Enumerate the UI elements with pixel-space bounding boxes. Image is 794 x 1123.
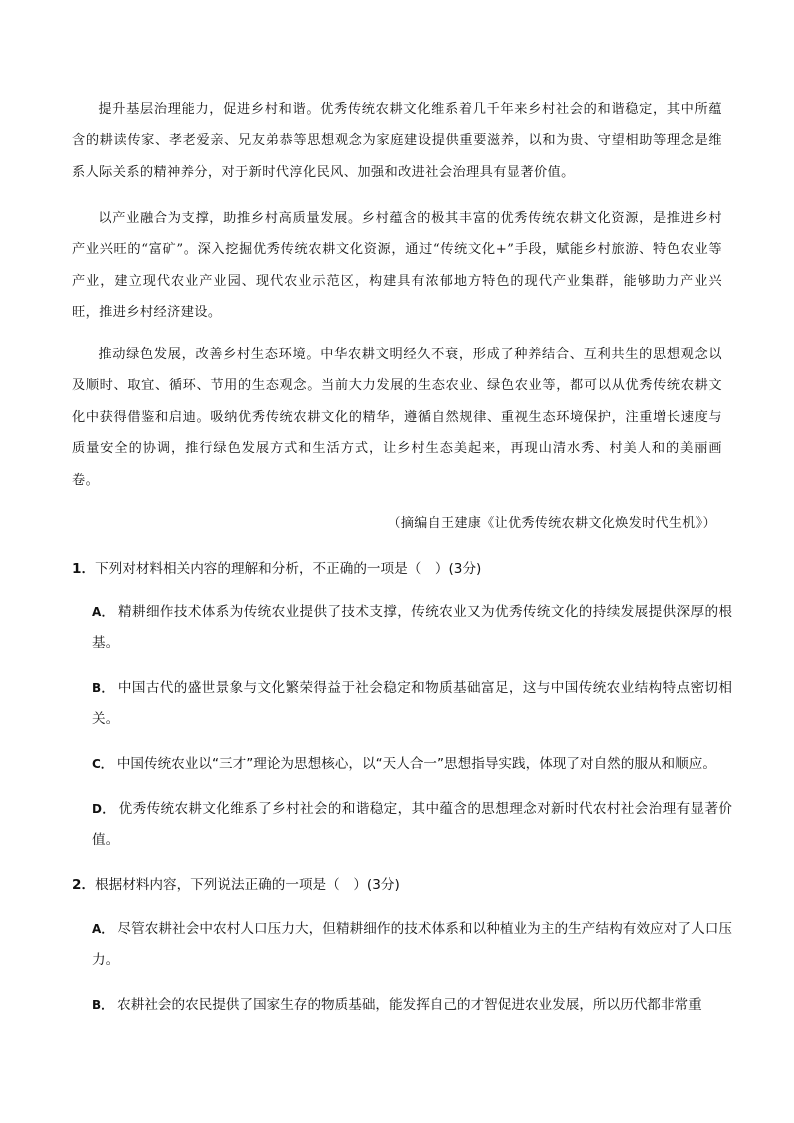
passage-paragraph-2: 以产业融合为支撑，助推乡村高质量发展。乡村蕴含的极其丰富的优秀传统农耕文化资源，是推进乡村产业兴旺的“富矿”。深入挖掘优秀传统农耕文化资源，通过“传统文化+”手段，赋能乡村旅游、特色农业等产业，建立现代农业产业园、现代农业示范区，构建具有浓郁地方特色的现代产业集群，能够助力产业兴旺，推进乡村经济建设。: [72, 211, 722, 321]
passage-paragraph-1: 提升基层治理能力，促进乡村和谐。优秀传统农耕文化维系着几千年来乡村社会的和谐稳定，其中所蕴含的耕读传家、孝老爱亲、兄友弟恭等思想观念为家庭建设提供重要滋养，以和为贵、守望相助等理念是维系人际关系的精神养分，对于新时代淳化民风、加强和改进社会治理具有显著价值。: [72, 102, 722, 180]
option-letter: D．: [92, 802, 115, 816]
question-stem: 根据材料内容，下列说法正确的一项是（ ）(3分): [95, 877, 400, 893]
option-letter: A．: [92, 922, 114, 936]
question-1-option-c: [92, 749, 732, 780]
option-text: 精耕细作技术体系为传统农业提供了技术支撑，传统农业又为优秀传统文化的持续发展提供深厚的根基。: [92, 604, 732, 651]
question-1-option-d: [92, 794, 732, 856]
option-letter: A．: [92, 605, 115, 619]
question-stem: 下列对材料相关内容的理解和分析，不正确的一项是（ ）(3分): [95, 561, 482, 577]
option-text: 尽管农耕社会中农村人口压力大，但精耕细作的技术体系和以种植业为主的生产结构有效应对了人口压力。: [92, 921, 732, 968]
option-letter: B．: [92, 681, 114, 695]
option-text: 农耕社会的农民提供了国家生存的物质基础，能发挥自己的才智促进农业发展，所以历代都非常重: [117, 997, 702, 1013]
question-1-option-b: [92, 673, 732, 735]
question-2-option-b: [92, 990, 732, 1021]
question-1: [72, 556, 732, 582]
option-letter: C．: [92, 757, 113, 771]
question-2: [72, 872, 732, 898]
question-2-option-a: [92, 914, 732, 976]
question-number: 2．: [72, 877, 96, 893]
question-number: 1．: [72, 561, 96, 577]
question-1-option-a: [92, 597, 732, 659]
passage-paragraph-3: 推动绿色发展，改善乡村生态环境。中华农耕文明经久不衰，形成了种养结合、互利共生的思想观念以及顺时、取宜、循环、节用的生态观念。当前大力发展的生态农业、绿色农业等，都可以从优秀传统农耕文化中获得借鉴和启迪。吸纳优秀传统农耕文化的精华，遵循自然规律、重视生态环境保护，注重增长速度与质量安全的协调，推行绿色发展方式和生活方式，让乡村生态美起来，再现山清水秀、村美人和的美丽画卷。: [72, 347, 722, 488]
option-text: 优秀传统农耕文化维系了乡村社会的和谐稳定，其中蕴含的思想理念对新时代农村社会治理有显著价值。: [92, 801, 732, 848]
option-text: 中国古代的盛世景象与文化繁荣得益于社会稳定和物质基础富足，这与中国传统农业结构特点密切相关。: [92, 680, 732, 727]
option-text: 中国传统农业以“三才”理论为思想核心，以“天人合一”思想指导实践，体现了对自然的服从和顺应。: [116, 756, 716, 772]
option-letter: B．: [92, 998, 114, 1012]
passage-source: （摘编自王建康《让优秀传统农耕文化焕发时代生机》）: [387, 516, 716, 531]
